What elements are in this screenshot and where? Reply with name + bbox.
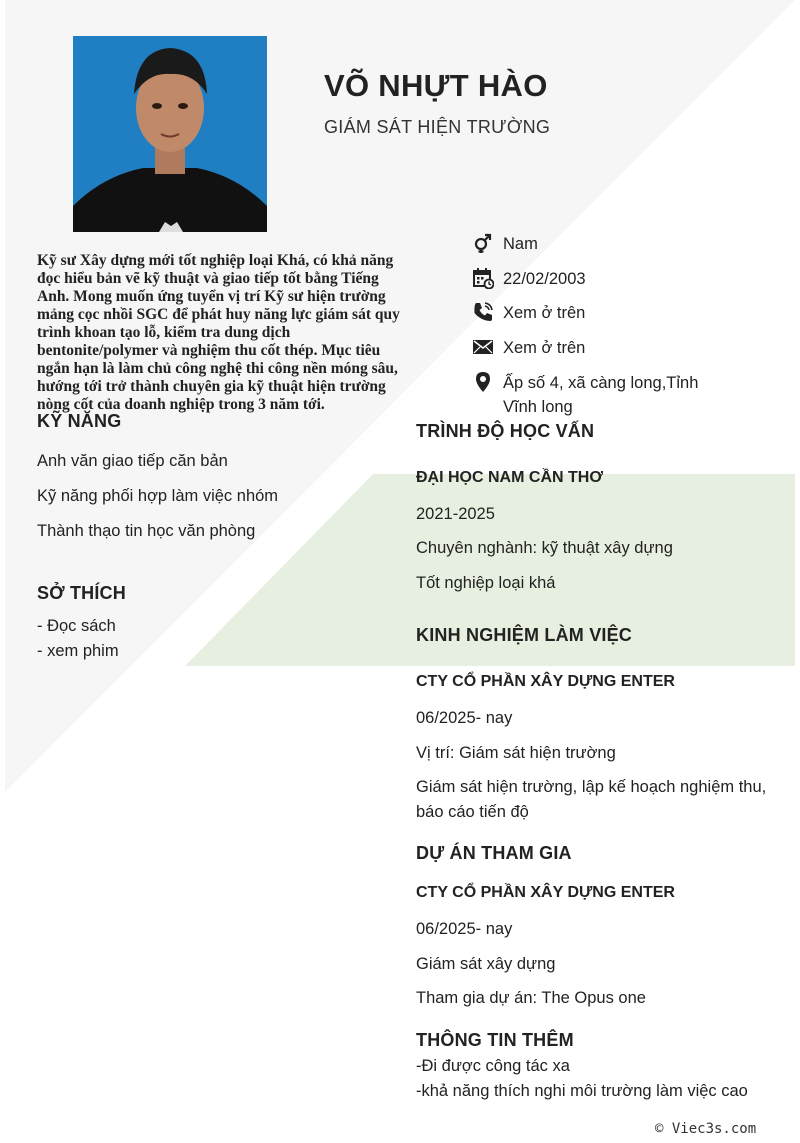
education-major: Chuyên nghành: kỹ thuật xây dựng	[416, 539, 673, 557]
address-line-2: Vĩnh long	[503, 398, 573, 416]
contact-address	[472, 371, 792, 419]
profile-photo	[73, 36, 267, 232]
birthday-value: 22/02/2003	[503, 270, 586, 288]
project-company: CTY CỔ PHẦN XÂY DỰNG ENTER	[416, 884, 675, 901]
gender-value: Nam	[503, 235, 538, 253]
contact-gender	[472, 232, 792, 256]
hobbies-list	[37, 614, 119, 664]
address-value	[503, 371, 698, 419]
project-period: 06/2025- nay	[416, 920, 513, 938]
footer-copyright: © Viec3s.com	[655, 1121, 757, 1137]
phone-icon	[472, 301, 494, 323]
hobby-item: - xem phim	[37, 642, 119, 660]
phone-value: Xem ở trên	[503, 304, 586, 322]
project-role: Giám sát xây dựng	[416, 955, 556, 973]
extra-info-heading: THÔNG TIN THÊM	[416, 1030, 574, 1050]
experience-period: 06/2025- nay	[416, 709, 513, 727]
candidate-name: VÕ NHỰT HÀO	[324, 68, 548, 103]
hobby-item: - Đọc sách	[37, 617, 116, 635]
extra-info-item: -khả năng thích nghi môi trường làm việc cao	[416, 1082, 748, 1100]
education-school: ĐẠI HỌC NAM CẦN THƠ	[416, 469, 603, 486]
calendar-icon	[472, 267, 494, 289]
email-value: Xem ở trên	[503, 339, 586, 357]
skill-item: Thành thạo tin học văn phòng	[37, 522, 256, 540]
experience-position: Vị trí: Giám sát hiện trường	[416, 744, 616, 762]
address-line-1: Ấp số 4, xã càng long,Tỉnh	[503, 374, 699, 392]
skill-item: Anh văn giao tiếp căn bản	[37, 452, 228, 470]
contact-email	[472, 336, 792, 360]
experience-description: Giám sát hiện trường, lập kế hoạch nghiệm thu, báo cáo tiến độ	[416, 778, 767, 821]
mail-icon	[472, 336, 494, 358]
education-heading: TRÌNH ĐỘ HỌC VẤN	[416, 421, 595, 441]
project-name: Tham gia dự án: The Opus one	[416, 989, 646, 1007]
job-title: GIÁM SÁT HIỆN TRƯỜNG	[324, 117, 551, 137]
contact-phone	[472, 301, 792, 325]
skill-item: Kỹ năng phối hợp làm việc nhóm	[37, 487, 279, 505]
contact-birthday	[472, 267, 792, 291]
projects-heading: DỰ ÁN THAM GIA	[416, 843, 572, 863]
education-period: 2021-2025	[416, 505, 495, 523]
experience-heading: KINH NGHIỆM LÀM VIỆC	[416, 625, 633, 645]
hobbies-heading: SỞ THÍCH	[37, 583, 126, 603]
career-objective: Kỹ sư Xây dựng mới tốt nghiệp loại Khá, có khả năng đọc hiểu bản vẽ kỹ thuật và giao tiếp tốt bằng Tiếng Anh. Mong muốn ứng tuyển vị trí Kỹ sư hiện trường mảng cọc nhồi SGC để phát huy năng lực giám sát quy trình khoan tạo lỗ, kiểm tra dung dịch bentonite/polymer và nghiệm thu cốt thép. Mục tiêu ngắn hạn là làm chủ công nghệ thi công nền móng sâu, hướng tới trở thành chuyên gia kỹ thuật hiện trường nòng cốt của doanh nghiệp trong 3 năm tới.	[37, 252, 400, 413]
skills-heading: KỸ NĂNG	[37, 411, 122, 431]
extra-info-item: -Đi được công tác xa	[416, 1057, 570, 1075]
extra-info-list	[416, 1054, 786, 1104]
experience-company: CTY CỔ PHẦN XÂY DỰNG ENTER	[416, 673, 675, 690]
location-icon	[472, 371, 494, 393]
education-grade: Tốt nghiệp loại khá	[416, 574, 556, 592]
gender-icon	[472, 232, 494, 254]
